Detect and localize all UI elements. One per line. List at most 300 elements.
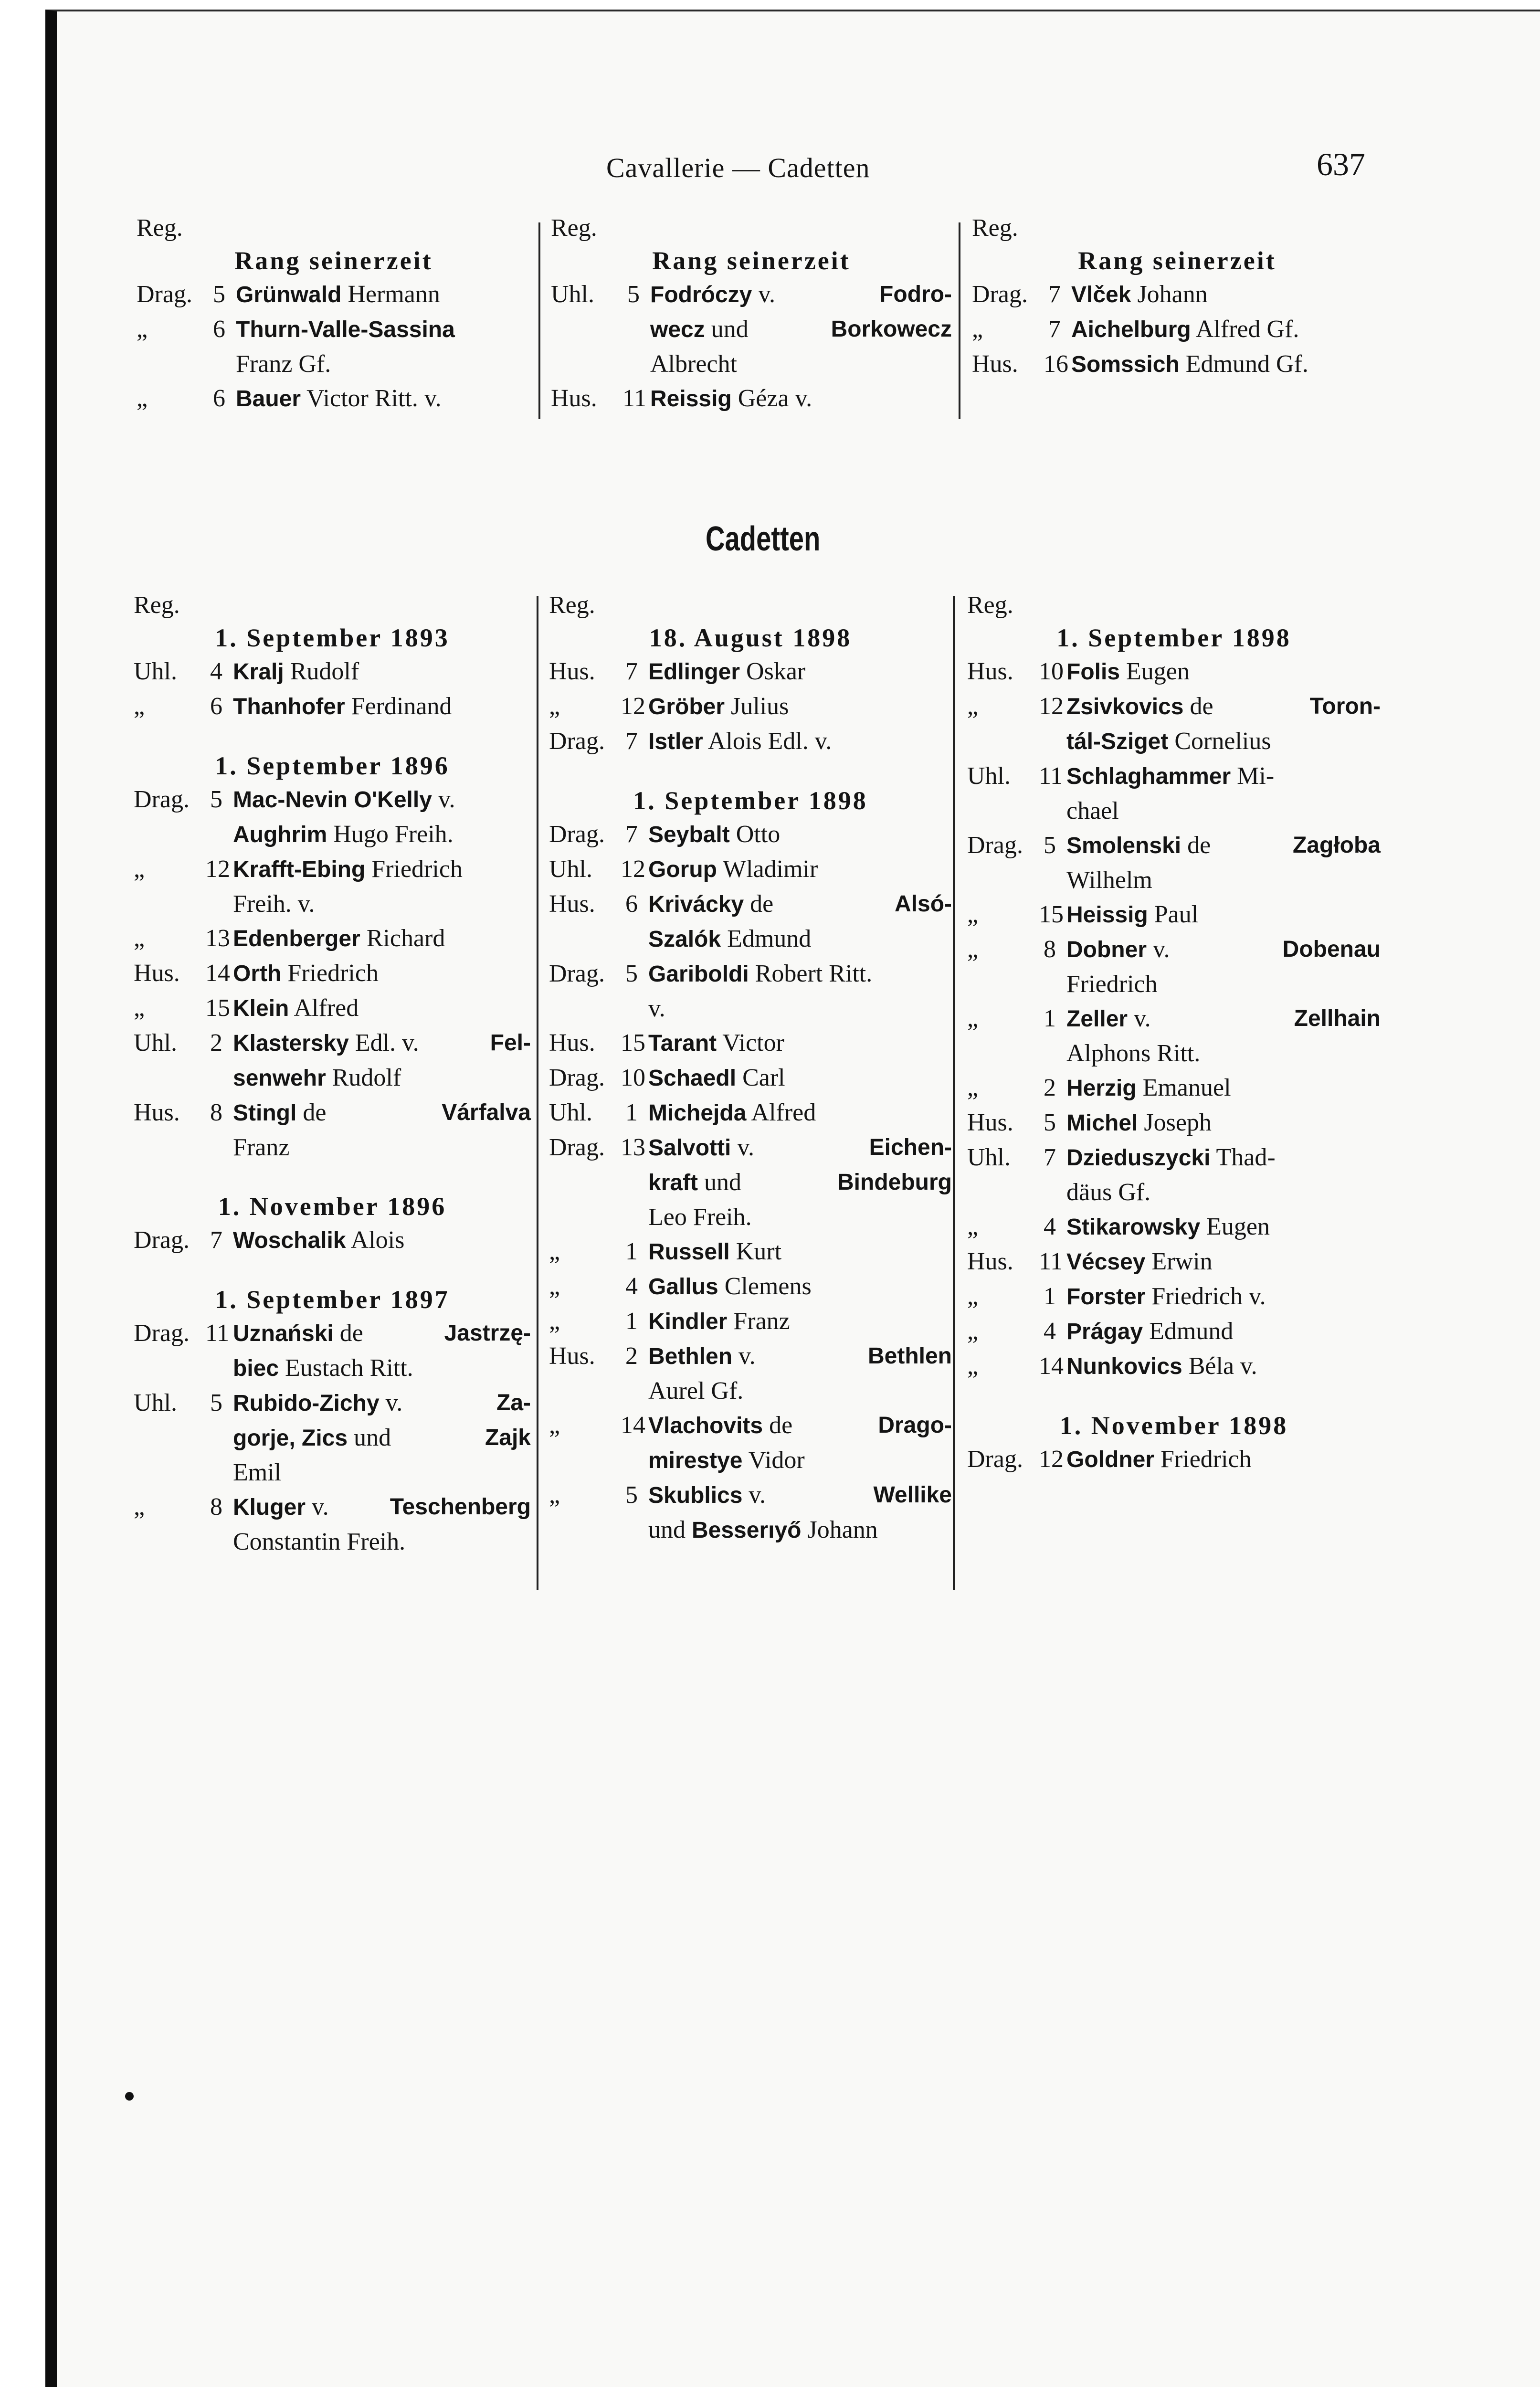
given-name: Erwin bbox=[1145, 1248, 1213, 1275]
rank-heading: Rang seinerzeit bbox=[234, 246, 433, 275]
regiment-type: Hus. bbox=[972, 350, 1018, 378]
cadet-name bbox=[233, 1490, 531, 1559]
given-name: v. bbox=[306, 1493, 329, 1521]
surname: Kluger bbox=[233, 1495, 306, 1520]
name-line bbox=[648, 1130, 952, 1165]
surname: Zeller bbox=[1066, 1006, 1128, 1032]
surname: Michejda bbox=[648, 1100, 747, 1126]
register-entry bbox=[137, 381, 531, 416]
surname: Kindler bbox=[648, 1309, 728, 1334]
given-name: de bbox=[744, 890, 774, 918]
name-line bbox=[236, 277, 531, 312]
surname: Nunkovics bbox=[1066, 1354, 1182, 1379]
regiment-number: 5 bbox=[210, 786, 222, 813]
surname: Heissig bbox=[1066, 902, 1148, 928]
regiment-number: 11 bbox=[1039, 1248, 1063, 1275]
regiment-type: „ bbox=[134, 994, 145, 1022]
cadet-name bbox=[1066, 1245, 1381, 1279]
name-line bbox=[648, 1235, 952, 1269]
register-entry bbox=[549, 1269, 952, 1304]
surname: biec bbox=[233, 1356, 279, 1381]
surname: Tarant bbox=[648, 1031, 717, 1056]
given-name: Victor Ritt. v. bbox=[301, 385, 442, 412]
cadet-name bbox=[648, 1096, 952, 1130]
surname: Gröber bbox=[648, 694, 725, 719]
surname: Michel bbox=[1066, 1110, 1138, 1136]
register-entry bbox=[549, 887, 952, 957]
ink-speck bbox=[125, 2092, 134, 2101]
given-name: Cornelius bbox=[1168, 728, 1271, 755]
regiment-type: Hus. bbox=[134, 960, 180, 987]
regiment-type: Drag. bbox=[137, 281, 192, 308]
surname-continuation: Teschenberg bbox=[390, 1494, 531, 1520]
name-line bbox=[648, 1304, 952, 1339]
register-entry bbox=[967, 655, 1381, 689]
surname: Bauer bbox=[236, 386, 301, 412]
surname: Forster bbox=[1066, 1284, 1146, 1310]
register-entry bbox=[549, 1339, 952, 1408]
surname: Prágay bbox=[1066, 1319, 1143, 1344]
register-entry bbox=[967, 1442, 1381, 1477]
regiment-number: 7 bbox=[1048, 281, 1061, 308]
given-name: Eugen bbox=[1120, 658, 1190, 685]
given-name: Victor bbox=[717, 1029, 784, 1056]
name-line bbox=[233, 689, 531, 724]
reg-label: Reg. bbox=[972, 214, 1018, 242]
date-heading: 1. September 1898 bbox=[1056, 623, 1291, 652]
regiment-type: Drag. bbox=[134, 1226, 190, 1254]
regiment-number: 12 bbox=[1039, 1446, 1064, 1473]
regiment-type: „ bbox=[134, 693, 145, 720]
surname-continuation: Drago- bbox=[878, 1413, 952, 1438]
name-line bbox=[1066, 1314, 1381, 1349]
column-rule bbox=[953, 596, 955, 1590]
given-name: Friedrich bbox=[1154, 1446, 1252, 1473]
regiment-type: Hus. bbox=[549, 1342, 595, 1370]
register-entry bbox=[967, 1106, 1381, 1141]
given-name: Géza v. bbox=[731, 385, 812, 412]
regiment-number: 12 bbox=[621, 693, 645, 720]
register-entry bbox=[972, 312, 1382, 347]
given-name: Franz bbox=[727, 1308, 790, 1335]
cadet-name bbox=[1066, 689, 1381, 759]
name-line bbox=[236, 312, 531, 347]
top-column-1 bbox=[137, 212, 531, 416]
cadet-name bbox=[648, 724, 952, 759]
regiment-number: 11 bbox=[1039, 762, 1063, 790]
surname-continuation: Jastrzę- bbox=[444, 1320, 531, 1346]
name-line bbox=[1066, 1175, 1381, 1210]
regiment-number: 5 bbox=[1044, 1109, 1056, 1136]
date-heading: 1. September 1897 bbox=[215, 1285, 450, 1314]
surname: Somssich bbox=[1071, 352, 1180, 377]
surname: Russell bbox=[648, 1239, 730, 1265]
surname: Gariboldi bbox=[648, 961, 749, 987]
given-name: Aurel Gf. bbox=[648, 1377, 744, 1405]
surname: Dobner bbox=[1066, 937, 1147, 962]
surname-continuation: Bethlen bbox=[867, 1343, 952, 1369]
regiment-number: 2 bbox=[1044, 1074, 1056, 1101]
given-name: Rudolf bbox=[326, 1064, 401, 1091]
surname: Istler bbox=[648, 729, 703, 754]
given-name: Friedrich bbox=[281, 960, 379, 987]
column-rule bbox=[538, 222, 540, 419]
register-entry bbox=[137, 312, 531, 381]
given-name: Emanuel bbox=[1136, 1074, 1231, 1101]
name-line bbox=[233, 817, 531, 852]
scan-margin bbox=[0, 0, 45, 2387]
regiment-type: Hus. bbox=[551, 385, 597, 412]
regiment-number: 4 bbox=[210, 658, 222, 685]
name-line bbox=[648, 655, 952, 689]
regiment-type: „ bbox=[549, 1273, 560, 1300]
register-entry bbox=[549, 689, 952, 724]
cadet-name bbox=[236, 312, 531, 381]
given-name: Alphons Ritt. bbox=[1066, 1040, 1201, 1067]
regiment-number: 7 bbox=[625, 821, 638, 848]
register-entry bbox=[967, 828, 1381, 898]
surname: Vlachovits bbox=[648, 1413, 763, 1438]
given-name: Kurt bbox=[729, 1238, 782, 1265]
given-name: Friedrich bbox=[365, 856, 463, 883]
cadet-name bbox=[648, 817, 952, 852]
name-line bbox=[1066, 1245, 1381, 1279]
name-line bbox=[1066, 932, 1381, 967]
regiment-number: 7 bbox=[210, 1226, 222, 1254]
name-line bbox=[1066, 1141, 1381, 1175]
regiment-type: Drag. bbox=[549, 1064, 605, 1091]
regiment-number: 13 bbox=[621, 1134, 645, 1161]
surname: Krivácky bbox=[648, 892, 744, 917]
register-entry bbox=[134, 991, 531, 1026]
surname: Bethlen bbox=[648, 1344, 733, 1369]
surname: Edenberger bbox=[233, 926, 360, 951]
register-entry bbox=[551, 381, 952, 416]
regiment-type: Drag. bbox=[549, 1134, 605, 1161]
surname: Herzig bbox=[1066, 1076, 1137, 1101]
name-line bbox=[233, 921, 531, 956]
regiment-type: „ bbox=[967, 1283, 979, 1310]
regiment-type: „ bbox=[134, 925, 145, 952]
surname: Stingl bbox=[233, 1100, 297, 1126]
register-entry bbox=[549, 1304, 952, 1339]
surname: senwehr bbox=[233, 1066, 326, 1091]
regiment-number: 10 bbox=[1039, 658, 1064, 685]
name-line bbox=[1066, 1002, 1381, 1036]
name-line bbox=[1066, 759, 1381, 794]
regiment-number: 6 bbox=[213, 385, 225, 412]
register-entry bbox=[134, 1026, 531, 1096]
register-entry bbox=[134, 1316, 531, 1386]
regiment-type: „ bbox=[549, 1481, 560, 1509]
given-name: Franz Gf. bbox=[236, 350, 331, 378]
register-entry bbox=[967, 759, 1381, 828]
cadet-name bbox=[233, 689, 531, 724]
given-name: Otto bbox=[729, 821, 781, 848]
surname: Smolenski bbox=[1066, 833, 1181, 858]
surname: Krafft-Ebing bbox=[233, 857, 366, 882]
regiment-type: Hus. bbox=[549, 658, 595, 685]
regiment-type: Hus. bbox=[549, 1029, 595, 1056]
regiment-type: „ bbox=[549, 1412, 560, 1439]
name-line bbox=[648, 724, 952, 759]
top-column-3 bbox=[972, 212, 1382, 382]
given-name: de bbox=[333, 1320, 363, 1347]
regiment-number: 8 bbox=[210, 1099, 222, 1126]
reg-label: Reg. bbox=[137, 214, 183, 242]
regiment-number: 5 bbox=[210, 1389, 222, 1416]
name-line bbox=[648, 1096, 952, 1130]
name-line bbox=[1071, 312, 1382, 347]
cadet-column-2 bbox=[549, 590, 952, 1548]
cadet-name bbox=[233, 852, 531, 921]
surname-continuation: Zellhain bbox=[1294, 1006, 1381, 1031]
cadet-name bbox=[233, 1316, 531, 1386]
cadet-name bbox=[648, 852, 952, 887]
regiment-number: 5 bbox=[213, 281, 225, 308]
regiment-number: 16 bbox=[1044, 350, 1068, 378]
surname-continuation: Zagłoba bbox=[1292, 833, 1381, 858]
given-name: Alfred Gf. bbox=[1191, 316, 1299, 343]
cadet-name bbox=[236, 381, 531, 416]
given-name: v. bbox=[752, 281, 775, 308]
surname: gorje, Zics bbox=[233, 1426, 348, 1451]
regiment-type: Drag. bbox=[972, 281, 1028, 308]
date-heading: 1. November 1898 bbox=[1059, 1411, 1288, 1440]
regiment-type: Hus. bbox=[134, 1099, 180, 1126]
regiment-number: 5 bbox=[625, 960, 638, 987]
surname: tál-Sziget bbox=[1066, 729, 1169, 754]
regiment-type: Drag. bbox=[134, 786, 190, 813]
given-name: Paul bbox=[1148, 901, 1199, 928]
reg-label: Reg. bbox=[134, 591, 180, 619]
given-name: Béla v. bbox=[1182, 1352, 1257, 1380]
given-name: v. bbox=[648, 995, 665, 1022]
register-entry bbox=[134, 782, 531, 852]
given-name: Alois Edl. v. bbox=[703, 728, 832, 755]
regiment-type: „ bbox=[549, 1308, 560, 1335]
cadet-name bbox=[1066, 1349, 1381, 1384]
cadet-name bbox=[648, 1304, 952, 1339]
name-line bbox=[233, 991, 531, 1026]
regiment-number: 14 bbox=[621, 1412, 645, 1439]
given-name: Albrecht bbox=[650, 350, 737, 378]
register-entry bbox=[967, 1349, 1381, 1384]
surname: Thurn-Valle-Sassina bbox=[236, 317, 455, 342]
surname: Dzieduszycki bbox=[1066, 1145, 1211, 1171]
regiment-type: Uhl. bbox=[967, 762, 1011, 790]
name-line bbox=[1066, 1210, 1381, 1245]
date-heading: 1. September 1893 bbox=[215, 623, 450, 652]
regiment-number: 4 bbox=[625, 1273, 638, 1300]
name-line bbox=[1066, 724, 1381, 759]
regiment-type: „ bbox=[967, 1213, 979, 1240]
regiment-type: „ bbox=[967, 936, 979, 963]
surname: Szalók bbox=[648, 927, 721, 952]
given-name: Julius bbox=[725, 693, 789, 720]
name-line bbox=[648, 1339, 952, 1374]
surname: Aichelburg bbox=[1071, 317, 1191, 342]
register-entry bbox=[549, 1478, 952, 1548]
regiment-number: 2 bbox=[625, 1342, 638, 1370]
surname: Schaedl bbox=[648, 1066, 737, 1091]
name-line bbox=[236, 347, 531, 381]
surname: mirestye bbox=[648, 1448, 743, 1473]
surname: Vécsey bbox=[1066, 1249, 1146, 1275]
name-line bbox=[1066, 828, 1381, 863]
register-entry bbox=[134, 921, 531, 956]
register-entry bbox=[134, 1386, 531, 1490]
regiment-number: 15 bbox=[205, 994, 230, 1022]
given-name: de bbox=[296, 1099, 327, 1126]
surname-continuation: Fodro- bbox=[879, 282, 952, 307]
cadet-name bbox=[1071, 347, 1382, 382]
cadet-name bbox=[1071, 312, 1382, 347]
register-entry bbox=[134, 689, 531, 724]
regiment-number: 2 bbox=[210, 1029, 222, 1056]
regiment-number: 6 bbox=[625, 890, 638, 918]
name-line bbox=[233, 956, 531, 991]
given-name: Edl. v. bbox=[348, 1029, 419, 1056]
surname: Mac-Nevin O'Kelly bbox=[233, 787, 432, 813]
cadet-name bbox=[648, 1061, 952, 1096]
name-line bbox=[1066, 1106, 1381, 1141]
given-name: v. bbox=[1128, 1005, 1151, 1032]
regiment-type: Hus. bbox=[549, 890, 595, 918]
regiment-type: „ bbox=[137, 316, 148, 343]
given-name: Edmund bbox=[1143, 1318, 1234, 1345]
surname-continuation: Várfalva bbox=[442, 1100, 531, 1125]
given-name: Clemens bbox=[718, 1273, 812, 1300]
regiment-number: 1 bbox=[1044, 1283, 1056, 1310]
cadet-name bbox=[1066, 898, 1381, 932]
surname: Goldner bbox=[1066, 1447, 1155, 1472]
register-entry bbox=[134, 852, 531, 921]
regiment-type: „ bbox=[137, 385, 148, 412]
cadet-name bbox=[233, 1386, 531, 1490]
name-line bbox=[648, 992, 952, 1026]
name-line bbox=[1071, 277, 1382, 312]
register-entry bbox=[134, 1096, 531, 1165]
regiment-type: „ bbox=[967, 901, 979, 928]
given-name: Edmund bbox=[721, 925, 812, 952]
name-line bbox=[233, 1026, 531, 1061]
regiment-number: 10 bbox=[621, 1064, 645, 1091]
regiment-number: 6 bbox=[210, 693, 222, 720]
surname: Klastersky bbox=[233, 1031, 349, 1056]
name-line bbox=[1071, 347, 1382, 382]
name-line bbox=[648, 852, 952, 887]
cadet-name bbox=[1066, 1442, 1381, 1477]
regiment-number: 11 bbox=[205, 1320, 230, 1347]
register-entry bbox=[549, 852, 952, 887]
name-line bbox=[1066, 655, 1381, 689]
given-name: de bbox=[763, 1412, 793, 1439]
regiment-type: Hus. bbox=[967, 1248, 1013, 1275]
name-line bbox=[233, 1061, 531, 1096]
given-name: Emil bbox=[233, 1459, 282, 1486]
register-entry bbox=[549, 957, 952, 1026]
regiment-type: Uhl. bbox=[134, 658, 177, 685]
name-line bbox=[648, 1478, 952, 1513]
regiment-type: Uhl. bbox=[134, 1389, 177, 1416]
surname-continuation: Besserıyő bbox=[692, 1518, 802, 1543]
cadet-name bbox=[648, 1339, 952, 1408]
reg-label: Reg. bbox=[549, 591, 595, 619]
given-name: Alfred bbox=[289, 994, 359, 1022]
regiment-type: Drag. bbox=[549, 960, 605, 987]
given-name: v. bbox=[432, 786, 455, 813]
name-line bbox=[648, 1026, 952, 1061]
surname: Seybalt bbox=[648, 822, 730, 847]
regiment-number: 15 bbox=[621, 1029, 645, 1056]
regiment-number: 13 bbox=[205, 925, 230, 952]
cadet-name bbox=[1071, 277, 1382, 312]
cadet-name bbox=[233, 1096, 531, 1165]
surname-continuation: Bindeburg bbox=[837, 1170, 952, 1195]
register-entry bbox=[134, 956, 531, 991]
surname: Rubido-Zichy bbox=[233, 1391, 380, 1416]
regiment-type: „ bbox=[134, 1493, 145, 1521]
regiment-type: „ bbox=[972, 316, 983, 343]
running-title: Cavallerie — Cadetten bbox=[606, 152, 870, 183]
name-line bbox=[648, 1200, 952, 1235]
given-name: de bbox=[1183, 693, 1213, 720]
surname-continuation: Dobenau bbox=[1282, 937, 1381, 962]
regiment-type: Uhl. bbox=[549, 856, 592, 883]
name-line bbox=[233, 852, 531, 887]
cadet-name bbox=[233, 1026, 531, 1096]
regiment-number: 12 bbox=[205, 856, 230, 883]
register-entry bbox=[549, 1026, 952, 1061]
name-line bbox=[236, 381, 531, 416]
register-entry bbox=[967, 1002, 1381, 1071]
surname: Folis bbox=[1066, 659, 1120, 685]
cadet-column-1 bbox=[134, 590, 531, 1559]
surname-continuation: Borkowecz bbox=[831, 317, 952, 342]
given-name: Robert Ritt. bbox=[749, 960, 873, 987]
name-line bbox=[1066, 1036, 1381, 1071]
cadet-name bbox=[236, 277, 531, 312]
regiment-type: „ bbox=[549, 693, 560, 720]
regiment-type: Drag. bbox=[967, 1446, 1023, 1473]
surname: Salvotti bbox=[648, 1135, 731, 1161]
name-line bbox=[233, 782, 531, 817]
regiment-number: 7 bbox=[1044, 1144, 1056, 1171]
name-line bbox=[648, 957, 952, 992]
rank-heading: Rang seinerzeit bbox=[1078, 246, 1276, 275]
cadet-name bbox=[1066, 828, 1381, 898]
cadet-name bbox=[648, 689, 952, 724]
name-line bbox=[648, 1443, 952, 1478]
regiment-number: 1 bbox=[1044, 1005, 1056, 1032]
name-line bbox=[233, 1525, 531, 1559]
given-name: und bbox=[698, 1169, 742, 1196]
surname: Zsivkovics bbox=[1066, 694, 1184, 719]
surname: Gorup bbox=[648, 857, 717, 882]
given-name: und bbox=[705, 316, 749, 343]
cadet-name bbox=[233, 655, 531, 689]
date-heading: 1. September 1898 bbox=[633, 786, 868, 815]
name-line bbox=[1066, 1349, 1381, 1384]
regiment-type: „ bbox=[967, 1352, 979, 1380]
name-line bbox=[233, 1456, 531, 1490]
given-name: Hermann bbox=[341, 281, 440, 308]
cadet-name bbox=[1066, 1210, 1381, 1245]
register-entry bbox=[549, 724, 952, 759]
cadet-name bbox=[648, 887, 952, 957]
given-name: de bbox=[1181, 832, 1211, 859]
